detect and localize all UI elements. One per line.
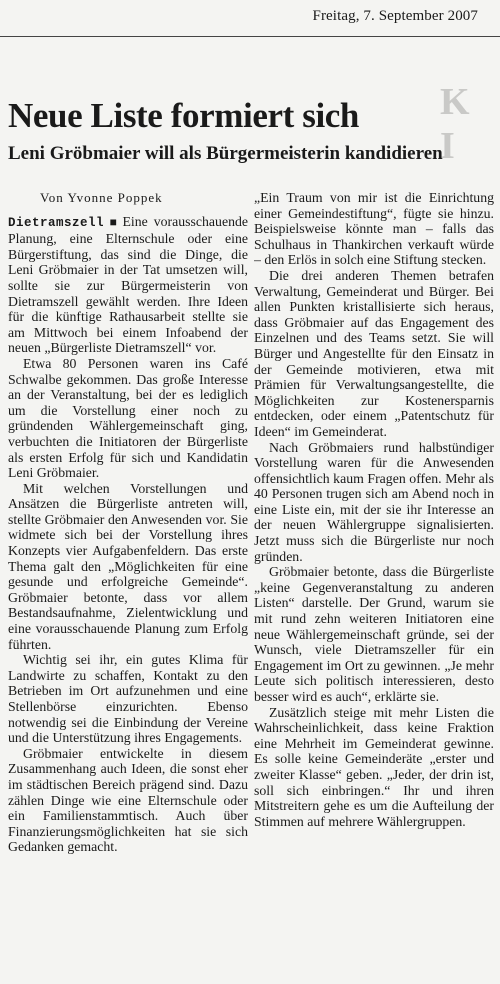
bleed-through-shadow: K I [440,81,470,167]
article-paragraph: Etwa 80 Personen waren ins Café Schwalbe gekommen. Das große Interesse an der Veranstaltung, bei der es lediglich um die Vorstellung einer noch zu gründenden Wählergemeinschaft ging, verbuchten die Initiatoren der Bürgerliste als ersten Erfolg für sich und Kandidatin Leni Gröbmaier. [8,355,248,481]
article-paragraph: Gröbmaier betonte, dass die Bürgerliste „keine Gegenveranstaltung zu anderen Listen“ darstelle. Der Grund, warum sie mit rund zehn weiteren Initiatoren eine neue Wählergemeinschaft gründe, sei der Wunsch, viele Dietramszeller für ein Engagement im Ort zu gewinnen. „Je mehr Leute sich politisch interessieren, desto besser wird es auch“, erklärte sie. [254,564,494,704]
article-paragraph: Nach Gröbmaiers rund halbstündiger Vorstellung waren für die Anwesenden offensichtlich kaum Fragen offen. Mehr als 40 Personen trugen sich am Abend noch in eine Liste ein, mit der sie ihr Interesse an der neuen Wählergruppe signalisierten. Jetzt muss sich die Bürgerliste nur noch gründen. [254,439,494,564]
article-paragraph: „Ein Traum von mir ist die Einrichtung einer Gemeindestiftung“, fügte sie hinzu. Beispielsweise könnte man – falls das Schulhaus in Thankirchen verkauft würde – den Erlös in solch eine Stiftung stecken. [254,190,494,268]
article-headline: Neue Liste formiert sich [8,96,359,135]
issue-date: Freitag, 7. September 2007 [312,8,478,24]
article-paragraph [8,214,248,356]
article-paragraph: Gröbmaier entwickelte in diesem Zusammenhang auch Ideen, die sonst eher im städtischen Bereich prägend sind. Dazu zählen Dinge wie eine Elternschule oder ein Familienstammtisch. Auch über Finanzierungsmöglichkeiten hat sie sich Gedanken gemacht. [8,745,248,855]
article-paragraph: Wichtig sei ihr, ein gutes Klima für Landwirte zu schaffen, Kontakt zu den Betrieben im Ort aufzunehmen und eine Stellenbörse einzurichten. Ebenso notwendig sei die Einbindung der Vereine und die Unterstützung ihres Engagements. [8,652,248,746]
article-column-right [254,190,494,980]
dateline-place: Dietramszell [8,215,105,230]
header-rule [0,36,500,37]
article-column-left [8,190,248,980]
article-body [8,190,494,980]
article-paragraph: Mit welchen Vorstellungen und Ansätzen die Bürgerliste antreten will, stellte Gröbmaier den Anwesenden vor. Sie widmete sich bei der Vorstellung ihres Konzepts vier Aufgabenfeldern. Das erste Thema galt den „Möglichkeiten für eine gesunde und erfolgreiche Gemeinde“. Gröbmaier betonte, dass vor allem Bestandsaufnahme, Zielentwicklung und eine vorausschauende Planung zum Erfolg führten. [8,480,248,652]
dateline-marker: ■ [107,214,120,229]
article-byline: Von Yvonne Poppek [40,190,163,205]
article-subheadline: Leni Gröbmaier will als Bürgermeisterin kandidieren [8,143,443,164]
article-paragraph: Die drei anderen Themen betrafen Verwaltung, Gemeinderat und Bürger. Bei allen Punkten kristallisierte sich heraus, dass Gröbmaier auf das Engagement des Einzelnen und des Teams setzt. Sie will Bürger und Angestellte für den Einsatz in der Gemeinde motivieren, etwa mit Prämien für Verwaltungsangestellte, die Möglichkeiten zur Kostenersparnis entdecken, oder einem „Patentschutz für Ideen“ im Gemeinderat. [254,267,494,439]
paragraph-text: Eine vorausschauende Planung, eine Elternschule oder eine Bürgerstiftung, das sind die Dinge, die Leni Gröbmaier in der Tat umsetzen will, sollte sie zur Bürgermeisterin von Dietramszell gewählt werden. Ihre Ideen für die künftige Rathausarbeit stellte sie am Mittwoch bei einem Infoabend der neuen „Bürgerliste Dietramszell“ vor. [8,213,248,356]
article-paragraph: Zusätzlich steige mit mehr Listen die Wahrscheinlichkeit, dass keine Fraktion eine Mehrheit im Gemeinderat gewinne. Es solle keine Gemeinderäte „erster und zweiter Klasse“ geben. „Jeder, der drin ist, soll sich einbringen.“ Ihr und ihren Mitstreitern gehe es um die Aufteilung der Stimmen auf mehrere Wählergruppen. [254,704,494,829]
